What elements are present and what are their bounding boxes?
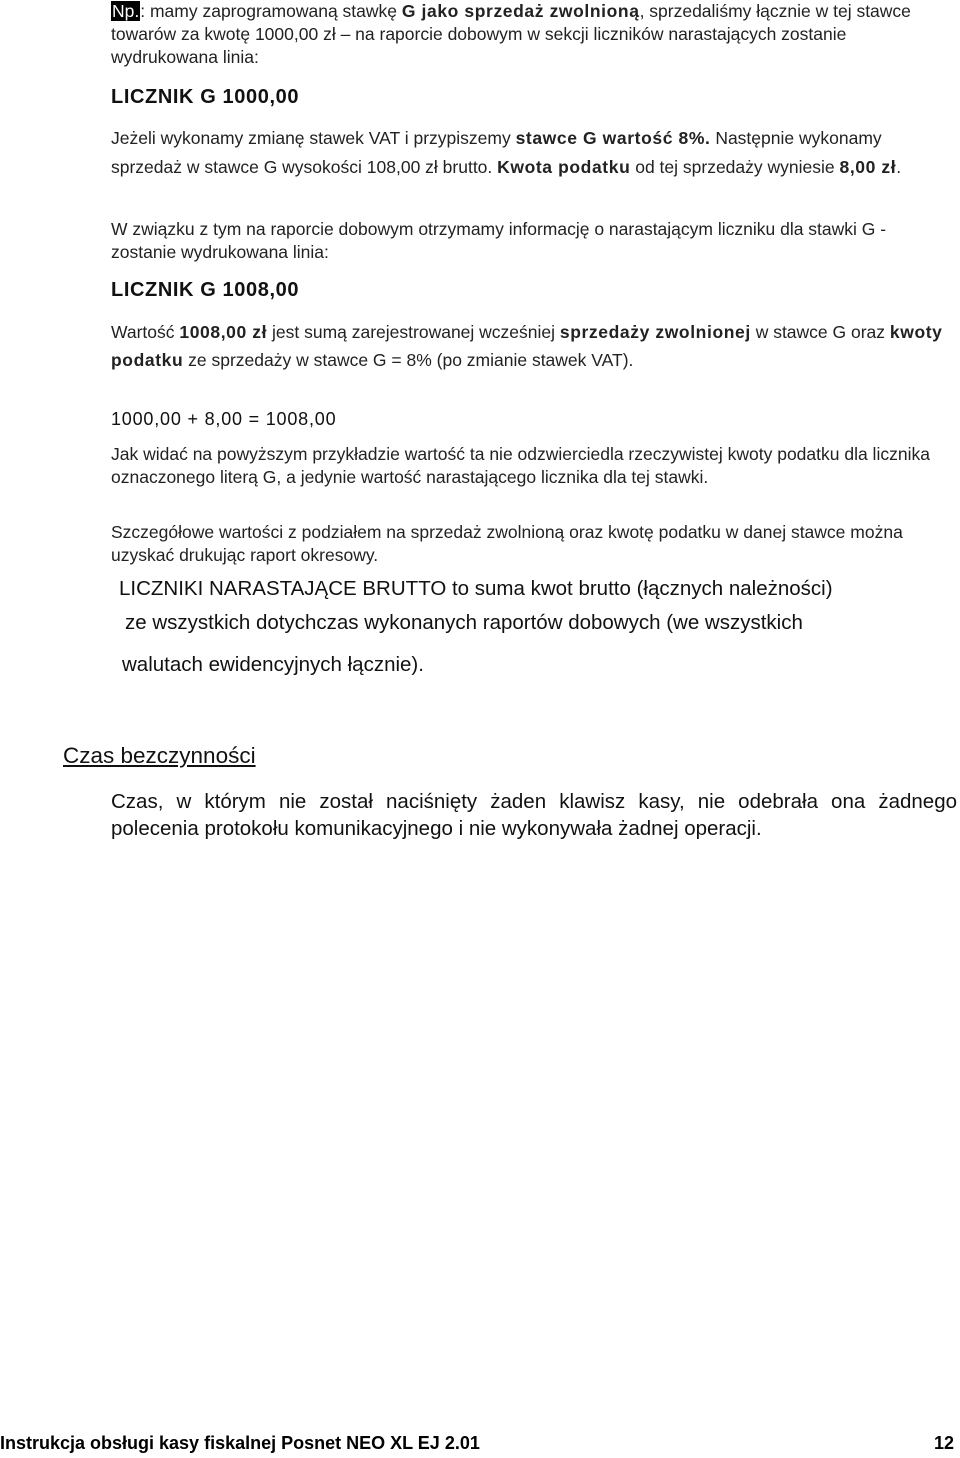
detail-paragraph: Szczegółowe wartości z podziałem na sprzedaż zwolnioną oraz kwotę podatku w danej stawce można uzyskać drukując raport okresowy.: [111, 522, 903, 565]
value-bold-amount: 1008,00 zł: [179, 322, 268, 342]
section-heading: Czas bezczynności: [63, 743, 256, 768]
value-bold-tax: kwoty podatku: [111, 322, 943, 370]
vat-bold-rate: stawce G wartość 8%.: [515, 128, 711, 148]
example-paragraph: [111, 0, 953, 69]
formula-line: 1000,00 + 8,00 = 1008,00: [111, 409, 337, 429]
vat-text-2: Następnie wykonamy sprzedaż w stawce G wysokości 108,00 zł brutto.: [111, 128, 882, 177]
liczniki-line-1: LICZNIKI NARASTAJĄCE BRUTTO to suma kwot brutto (łącznych należności): [119, 577, 833, 600]
report-paragraph: W związku z tym na raporcie dobowym otrzymamy informację o narastającym liczniku dla stawki G - zostanie wydrukowana linia:: [111, 219, 887, 262]
conclusion-paragraph: Jak widać na powyższym przykładzie wartość ta nie odzwierciedla rzeczywistej kwoty podatku dla licznika oznaczonego literą G, a jedynie wartość narastającego licznika dla tej stawki.: [111, 444, 930, 487]
example-text-1: : mamy zaprogramowaną stawkę: [140, 1, 402, 21]
value-text-2: jest sumą zarejestrowanej wcześniej: [267, 322, 560, 342]
counter-line-1: LICZNIK G 1000,00: [111, 86, 300, 108]
value-bold-sale: sprzedaży zwolnionej: [559, 322, 751, 342]
example-bold-rate: G jako sprzedaż zwolnioną: [401, 1, 640, 21]
liczniki-line-3: walutach ewidencyjnych łącznie).: [122, 653, 424, 676]
example-text-2: , sprzedaliśmy łącznie w tej stawce towarów za kwotę 1000,00 zł – na raporcie dobowym w sekcji liczników narastających zostanie wydrukowana linia:: [111, 1, 911, 67]
vat-text-4: .: [896, 157, 902, 177]
value-paragraph: [111, 318, 953, 374]
page-number: 12: [933, 1433, 954, 1453]
footer-title: Instrukcja obsługi kasy fiskalnej Posnet NEO XL EJ 2.01: [0, 1433, 480, 1453]
vat-text-1: Jeżeli wykonamy zmianę stawek VAT i przypiszemy: [111, 128, 516, 148]
value-text-4: ze sprzedaży w stawce G = 8% (po zmianie stawek VAT).: [183, 350, 634, 370]
liczniki-line-2: ze wszystkich dotychczas wykonanych raportów dobowych (we wszystkich: [125, 611, 803, 634]
value-text-1: Wartość: [111, 322, 180, 342]
example-label: Np.: [112, 1, 140, 21]
vat-bold-amount: 8,00 zł: [839, 157, 897, 177]
page-footer: [0, 1433, 954, 1454]
vat-text-3: od tej sprzedaży wyniesie: [630, 157, 840, 177]
vat-bold-tax: Kwota podatku: [497, 157, 631, 177]
counter-line-2: LICZNIK G 1008,00: [111, 279, 300, 301]
value-text-3: w stawce G oraz: [750, 322, 890, 342]
section-body: Czas, w którym nie został naciśnięty żaden klawisz kasy, nie odebrała ona żadnego polecenia protokołu komunikacyjnego i nie wykonywała żadnej operacji.: [111, 790, 957, 840]
vat-change-paragraph: [111, 124, 953, 182]
